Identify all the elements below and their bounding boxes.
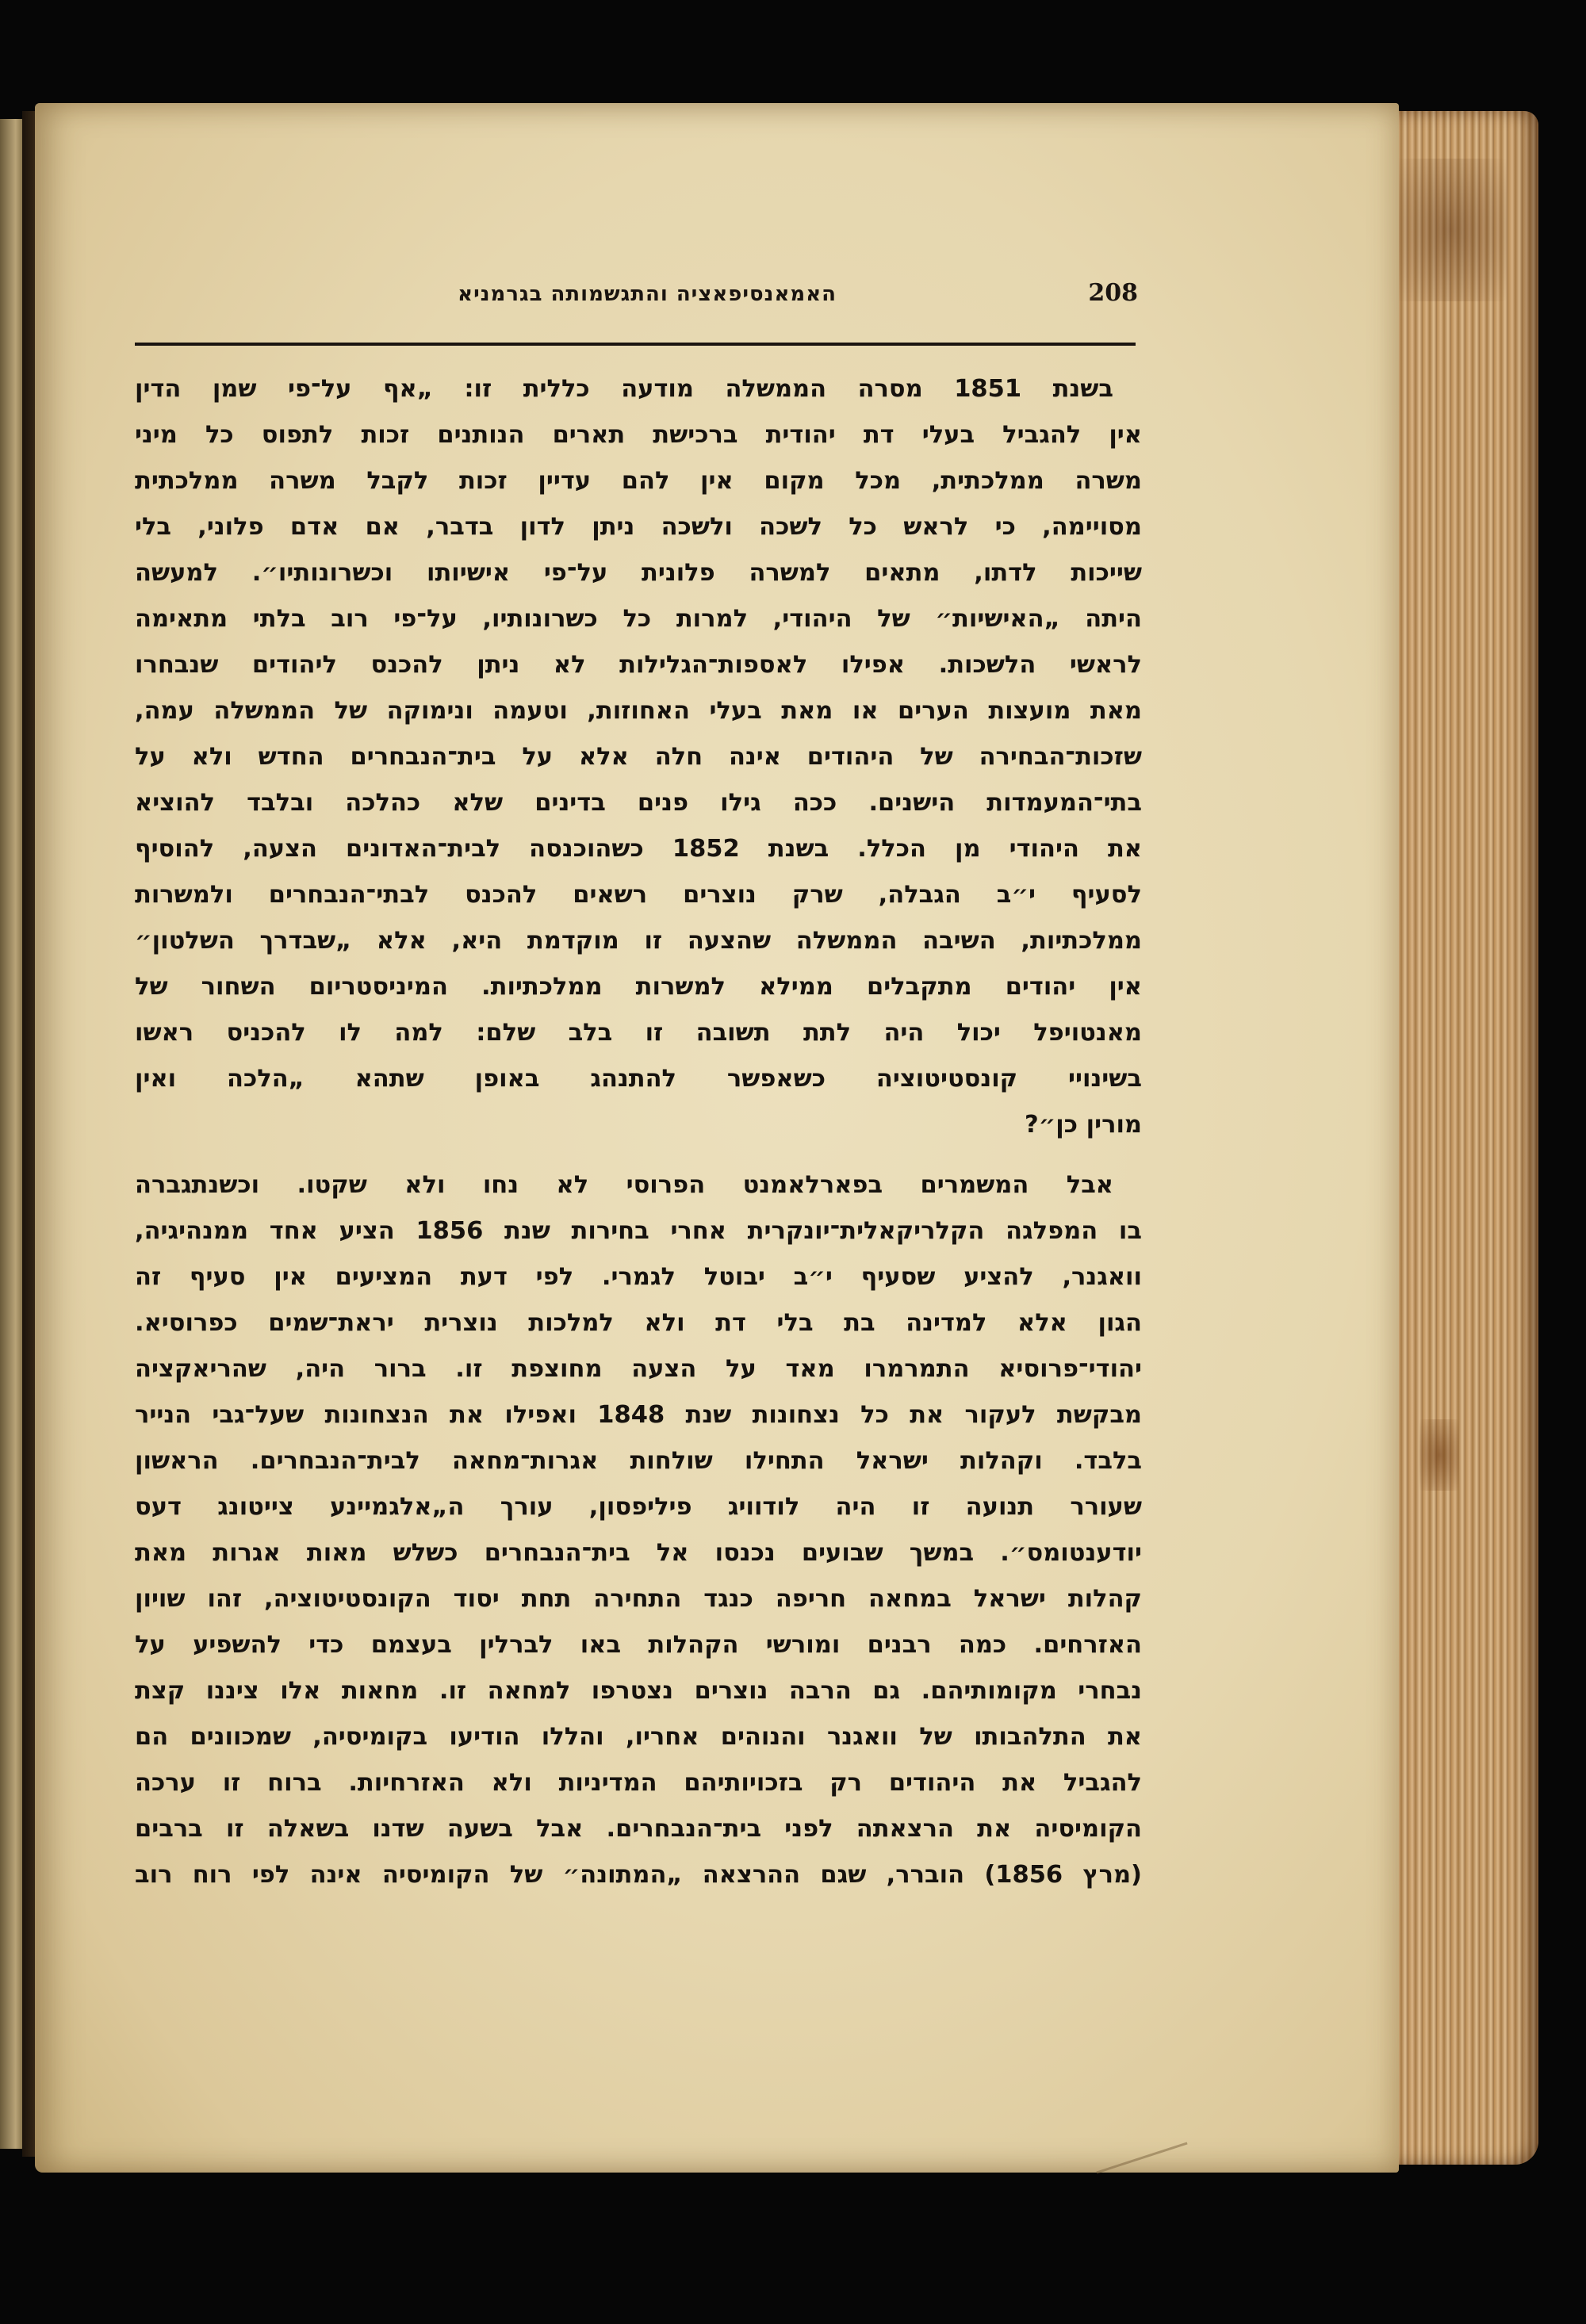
text-line: מסויימה, כי לראש כל לשכה ולשכה ניתן לדון בדבר, אם אדם פלוני, בלי: [135, 513, 1142, 541]
text-line: לסעיף י״ב הגבלה, שרק נוצרים רשאים להכנס לבתי־הנבחרים ולמשרות: [135, 881, 1142, 909]
text-line: יודענטומס״. במשך שבועים נכנסו אל בית־הנבחרים כשלש מאות אגרות מאת: [135, 1539, 1142, 1567]
text-line: את היהודי מן הכלל. בשנת 1852 כשהוכנסה לבית־האדונים הצעה, להוסיף: [135, 835, 1142, 863]
text-line: משרה ממלכתית, מכל מקום אין להם עדיין זכות לקבל משרה ממלכתית: [135, 467, 1142, 495]
text-line: שזכות־הבחירה של היהודים אינה חלה אלא על בית־הנבחרים החדש ולא על: [135, 743, 1142, 771]
text-line: בו המפלגה הקלריקאלית־יונקרית אחרי בחירות שנת 1856 הציע אחד ממנהיגיה,: [135, 1217, 1142, 1245]
text-line: היתה „האישיות״ של היהודי, למרות כל כשרונותיו, על־פי רוב בלתי מתאימה: [135, 605, 1142, 633]
running-head: האמאנסיפאציה והתגשמותה בגרמניא: [458, 282, 837, 306]
text-line: בשנת 1851 מסרה הממשלה מודעה כללית זו: „אף על־פי שמן הדין: [135, 375, 1113, 403]
stain-mark: [1419, 1419, 1459, 1491]
text-line: אין להגביל בעלי דת יהודית ברכישת תארים הנותנים זכות לתפוס כל מיני: [135, 421, 1142, 449]
header-rule: [135, 343, 1136, 346]
text-line: נבחרי מקומותיהם. גם הרבה נוצרים נצטרפו למחאה זו. מחאות אלו ציננו קצת: [135, 1677, 1142, 1705]
text-line: מורין כן״?: [1024, 1111, 1142, 1139]
text-line: הגון אלא למדינה בת בלי דת ולא למלכות נוצרית יראת־שמים כפרוסיא.: [135, 1309, 1142, 1337]
page-header: [135, 279, 1138, 327]
text-line: מאנטויפל יכול היה לתת תשובה זו בלב שלם: למה לו להכניס ראשו: [135, 1019, 1142, 1047]
facing-page-edge: [0, 119, 22, 2149]
text-line: מאת מועצות הערים או מאת בעלי האחוזות, וטעמה ונימוקה של הממשלה עמה,: [135, 697, 1142, 725]
text-line: אבל המשמרים בפארלאמנט הפרוסי לא נחו ולא שקטו. וכשנתגברה: [135, 1171, 1113, 1199]
text-line: (מרץ 1856) הוברר, שגם ההרצאה „המתונה״ של הקומיסיה אינה לפי רוח רוב: [135, 1861, 1142, 1889]
page-number: 208: [1088, 279, 1138, 307]
text-line: ממלכתיות, השיבה הממשלה שהצעה זו מוקדמת היא, אלא „שבדרך השלטון״: [135, 927, 1142, 955]
text-line: יהודי־פרוסיא התמרמרו מאד על הצעה מחוצפת זו. ברור היה, שהריאקציה: [135, 1355, 1142, 1383]
text-line: לראשי הלשכות. אפילו לאספות־הגלילות לא ניתן להכנס ליהודים שנבחרו: [135, 651, 1142, 679]
text-line: מבקשת לעקור את כל נצחונות שנת 1848 ואפילו את הנצחונות שעל־גבי הנייר: [135, 1401, 1142, 1429]
text-line: בתי־המעמדות הישנים. ככה גילו פנים בדינים שלא כהלכה ובלבד להוציא: [135, 789, 1142, 817]
text-line: את התלהבותו של וואגנר והנוהים אחריו, והללו הודיעו בקומיסיה, שמכוונים הם: [135, 1723, 1142, 1751]
page-edges-stack: [1380, 111, 1538, 2165]
text-line: להגביל את היהודים רק בזכויותיהם המדיניות ולא האזרחיות. ברוח זו ערכה: [135, 1769, 1142, 1797]
body-text: [135, 366, 1142, 2000]
text-line: שעורר תנועה זו היה לודוויג פיליפסון, עורך ה„אלגמיינע צייטונג דעס: [135, 1493, 1142, 1521]
text-line: אין יהודים מתקבלים ממילא למשרות ממלכתיות. המיניסטריום השחור של: [135, 973, 1142, 1001]
text-line: הקומיסיה את הרצאתה לפני בית־הנבחרים. אבל בשעה שדנו בשאלה זו ברבים: [135, 1815, 1142, 1843]
text-line: בלבד. וקהלות ישראל התחילו שולחות אגרות־מחאה לבית־הנבחרים. הראשון: [135, 1447, 1142, 1475]
stain-mark: [1396, 159, 1507, 301]
text-line: האזרחים. כמה רבנים ומורשי הקהלות באו לברלין בעצמם כדי להשפיע על: [135, 1631, 1142, 1659]
text-line: וואגנר, להציע שסעיף י״ב יבוטל לגמרי. לפי דעת המציעים אין סעיף זה: [135, 1263, 1142, 1291]
text-line: קהלות ישראל במחאה חריפה כנגד התחירה תחת יסוד הקונסטיטוציה, זהו שויון: [135, 1585, 1142, 1613]
text-line: שייכות לדתו, מתאים למשרה פלונית על־פי אישיותו וכשרונותיו״. למעשה: [135, 559, 1142, 587]
text-line: בשינויי קונסטיטוציה כשאפשר להתנהג באופן שתהא „הלכה ואין: [135, 1065, 1142, 1093]
